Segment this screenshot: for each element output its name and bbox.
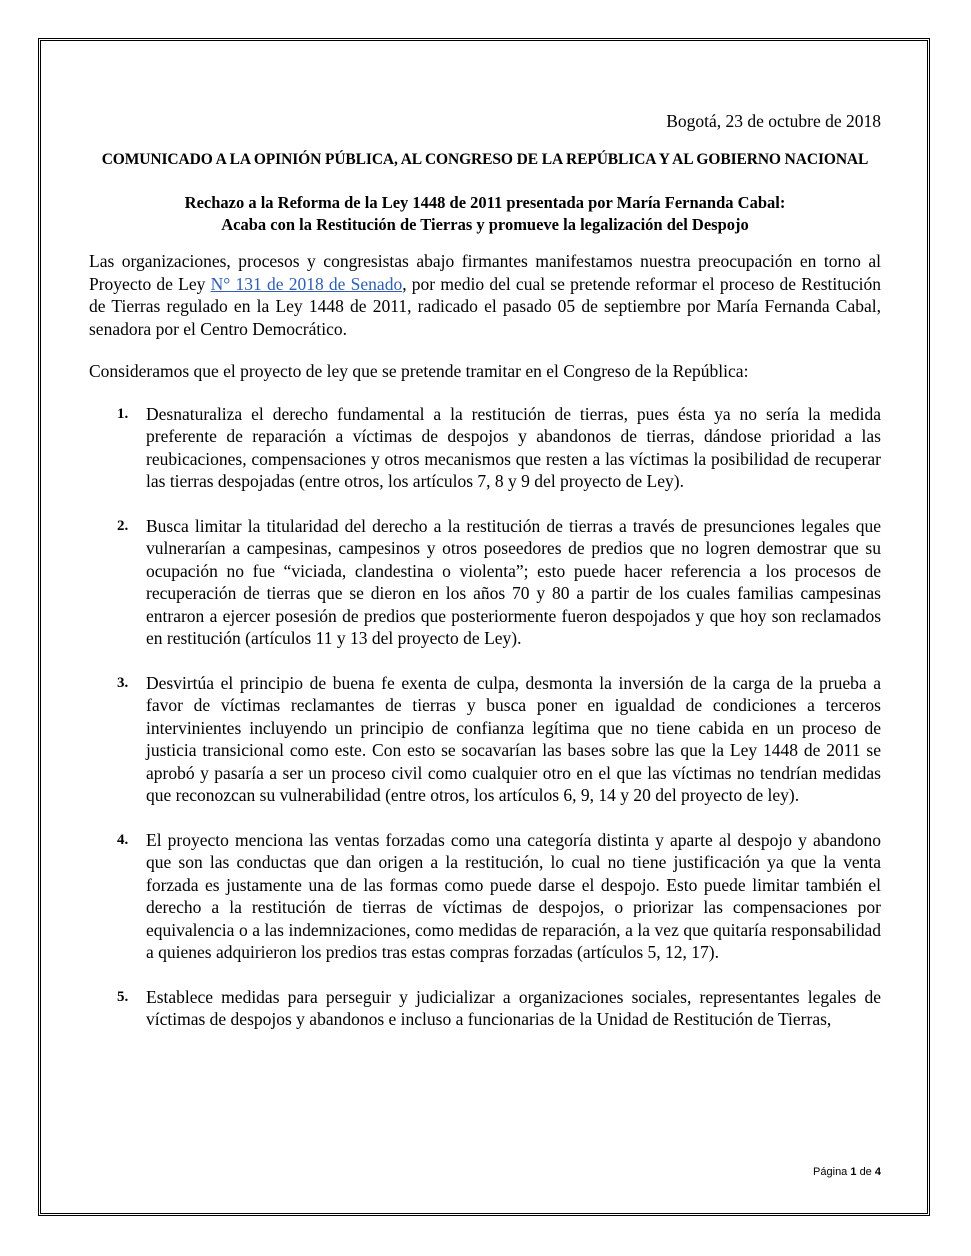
- list-item-number: 4.: [117, 831, 129, 848]
- list-item-number: 1.: [117, 405, 129, 422]
- lead-in-paragraph: Consideramos que el proyecto de ley que se pretende tramitar en el Congreso de la República:: [89, 361, 749, 381]
- document-headline: COMUNICADO A LA OPINIÓN PÚBLICA, AL CONGRESO DE LA REPÚBLICA Y AL GOBIERNO NACIONAL: [101, 150, 869, 168]
- document-subtitle: [89, 192, 881, 236]
- subtitle-line-1: Rechazo a la Reforma de la Ley 1448 de 2011 presentada por María Fernanda Cabal:: [184, 193, 786, 212]
- footer-of-word: de: [859, 1166, 872, 1178]
- list-item-number: 2.: [117, 517, 129, 534]
- subtitle-line-2: Acaba con la Restitución de Tierras y promueve la legalización del Despojo: [221, 215, 749, 234]
- list-item-text: Desvirtúa el principio de buena fe exenta de culpa, desmonta la inversión de la carga de la prueba a favor de víctimas reclamantes de tierras y busca poner en igualdad de condiciones a terceros intervinientes incluyendo un principio de confianza legítima que no tiene cabida en un proceso de justicia transicional como este. Con esto se socavarían las bases sobre las que la Ley 1448 de 2011 se aprobó y pasaría a ser un proceso civil como cualquier otro en el que las víctimas no tendrían medidas que reconozcan su vulnerabilidad (entre otros, los artículos 6, 9, 14 y 20 del proyecto de ley).: [146, 672, 881, 805]
- list-item: [89, 403, 881, 493]
- list-item: [89, 829, 881, 964]
- list-item-number: 3.: [117, 674, 129, 691]
- document-body: [89, 110, 881, 1053]
- footer-page-total: 4: [874, 1166, 881, 1178]
- considerations-list: [89, 403, 881, 1031]
- intro-text-before-link: Las organizaciones, procesos y congresistas abajo firmantes manifestamos nuestra preocupación en torno al Proyecto de Ley: [89, 251, 881, 294]
- intro-text-after-link: , por medio del cual se pretende reformar el proceso de Restitución de Tierras regulado en la Ley 1448 de 2011, radicado el pasado 05 de septiembre por María Fernanda Cabal, senadora por el Centro Democrático.: [89, 273, 881, 339]
- document-date: Bogotá, 23 de octubre de 2018: [666, 111, 881, 131]
- list-item: [89, 515, 881, 650]
- footer-page-current: 1: [850, 1166, 857, 1178]
- list-item-text: Establece medidas para perseguir y judicializar a organizaciones sociales, representantes legales de víctimas de despojos y abandonos e incluso a funcionarias de la Unidad de Restitución de Tierras,: [146, 986, 881, 1029]
- list-item: [89, 672, 881, 807]
- list-item: [89, 986, 881, 1031]
- intro-paragraph: [89, 250, 881, 340]
- list-item-number: 5.: [117, 988, 129, 1005]
- page-footer: [813, 1166, 881, 1178]
- list-item-text: El proyecto menciona las ventas forzadas como una categoría distinta y aparte al despojo y abandono que son las conductas que dan origen a la restitución, lo cual no tiene justificación ya que la venta forzada es justamente una de las formas como puede darse el despojo. Esto puede limitar también el derecho a la restitución de tierras de víctimas de despojos, o priorizar las compensaciones por equivalencia o a las indemnizaciones, como medidas de reparación, a la vez que quitaría responsabilidad a quienes adquirieron los predios tras estas compras forzadas (artículos 5, 12, 17).: [146, 829, 881, 962]
- footer-page-word: Página: [813, 1166, 848, 1178]
- bill-link[interactable]: N° 131 de 2018 de Senado: [210, 273, 403, 294]
- list-item-text: Busca limitar la titularidad del derecho a la restitución de tierras a través de presunciones legales que vulnerarían a campesinas, campesinos y otros poseedores de predios que no logren demostrar que su ocupación no fue “viciada, clandestina o violenta”; esto puede hacer referencia a los procesos de recuperación de tierras que se dieron en los años 70 y 80 a partir de los cuales familias campesinas entraron a ejercer posesión de predios que posteriormente fueron despojados y que hoy son reclamados en restitución (artículos 11 y 13 del proyecto de Ley).: [146, 515, 881, 648]
- list-item-text: Desnaturaliza el derecho fundamental a la restitución de tierras, pues ésta ya no sería la medida preferente de reparación a víctimas de despojos y abandonos de tierras, dándose prioridad a las reubicaciones, compensaciones y otros mecanismos que resten a las víctimas la posibilidad de recuperar las tierras despojadas (entre otros, los artículos 7, 8 y 9 del proyecto de Ley).: [146, 403, 881, 491]
